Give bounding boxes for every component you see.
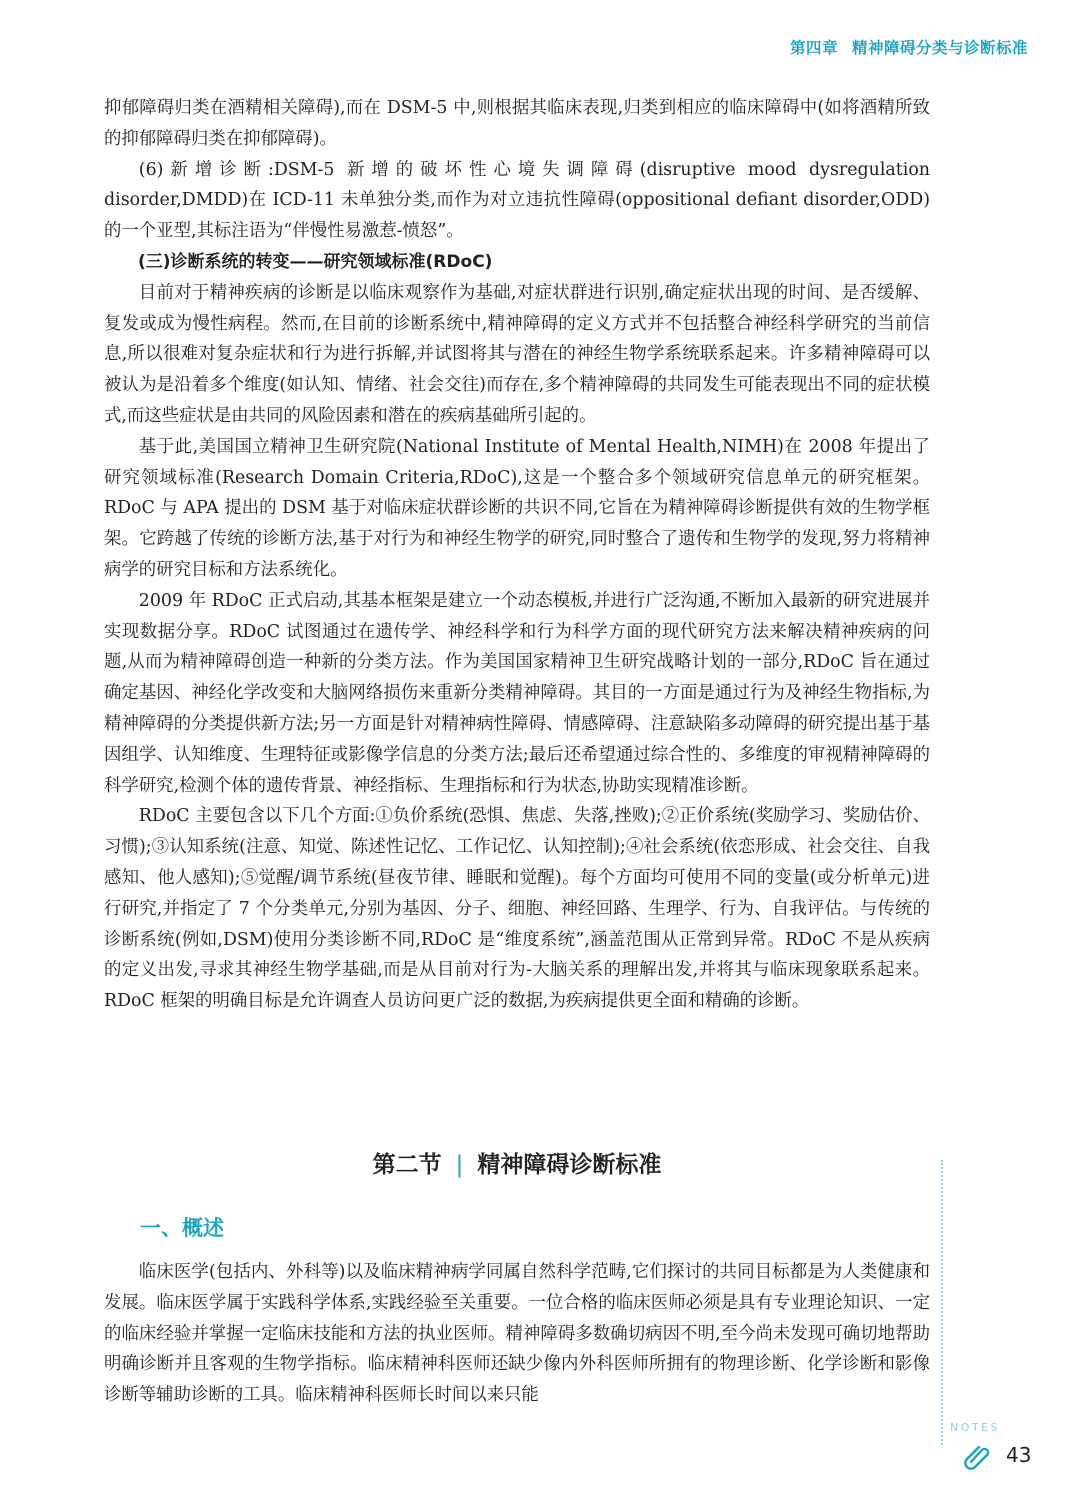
overview-heading: 一、概述 xyxy=(140,1216,224,1240)
paperclip-icon xyxy=(962,1440,992,1470)
running-head xyxy=(790,36,1028,58)
paragraph-rdoc-1: 目前对于精神疾病的诊断是以临床观察作为基础,对症状群进行识别,确定症状出现的时间、是否缓解、复发或成为慢性病程。然而,在目前的诊断系统中,精神障碍的定义方式并不包括整合神经科学研究的当前信息,所以很难对复杂症状和行为进行拆解,并试图将其与潜在的神经生物学系统联系起来。许多精神障碍可以被认为是沿着多个维度(如认知、情绪、社会交往)而存在,多个精神障碍的共同发生可能表现出不同的症状模式,而这些症状是由共同的风险因素和潜在的疾病基础所引起的。 xyxy=(104,282,930,426)
subheading-rdoc: (三)诊断系统的转变——研究领域标准(RDoC) xyxy=(138,251,493,272)
paragraph-continued: 抑郁障碍归类在酒精相关障碍),而在 DSM-5 中,则根据其临床表现,归类到相应的临床障碍中(如将酒精所致的抑郁障碍归类在抑郁障碍)。 xyxy=(104,98,930,149)
section-title xyxy=(104,1146,930,1179)
paragraph-rdoc-2: 基于此,美国国立精神卫生研究院(National Institute of Mental Health,NIMH)在 2008 年提出了研究领域标准(Research Domain Criteria,RDoC),这是一个整合多个领域研究信息单元的研究框架。RDoC 与 APA 提出的 DSM 基于对临床症状群诊断的共识不同,它旨在为精神障碍诊断提供有效的生物学框架。它跨越了传统的诊断方法,基于对行为和神经生物学的研究,同时整合了遗传和生物学的发现,努力将精神病学的研究目标和方法系统化。 xyxy=(104,436,930,580)
notes-margin-line xyxy=(941,1160,943,1445)
paragraph-rdoc-3: 2009 年 RDoC 正式启动,其基本框架是建立一个动态模板,并进行广泛沟通,不断加入最新的研究进展并实现数据分享。RDoC 试图通过在遗传学、神经科学和行为科学方面的现代研究方法来解决精神疾病的问题,从而为精神障碍创造一种新的分类方法。作为美国国家精神卫生研究战略计划的一部分,RDoC 旨在通过确定基因、神经化学改变和大脑网络损伤来重新分类精神障碍。其目的一方面是通过行为及神经生物指标,为精神障碍的分类提供新方法;另一方面是针对精神病性障碍、情感障碍、注意缺陷多动障碍的研究提出基于基因组学、认知维度、生理特征或影像学信息的分类方法;最后还希望通过综合性的、多维度的审视精神障碍的科学研究,检测个体的遗传背景、神经指标、生理指标和行为状态,协助实现精准诊断。 xyxy=(104,590,930,796)
chapter-title: 精神障碍分类与诊断标准 xyxy=(851,39,1028,57)
overview-text xyxy=(104,1257,930,1411)
paragraph-new-diagnosis: (6)新增诊断:DSM-5 新增的破坏性心境失调障碍(disruptive mood dysregulation disorder,DMDD)在 ICD-11 未单独分类,而作为对立违抗性障碍(oppositional defiant disorder,ODD)的一个亚型,其标注语为“伴慢性易激惹-愤怒”。 xyxy=(104,159,930,242)
page-number: 43 xyxy=(1006,1443,1032,1467)
section-name: 精神障碍诊断标准 xyxy=(477,1152,662,1178)
notes-label: NOTES xyxy=(950,1421,1001,1434)
paragraph-rdoc-4: RDoC 主要包含以下几个方面:①负价系统(恐惧、焦虑、失落,挫败);②正价系统(奖励学习、奖励估价、习惯);③认知系统(注意、知觉、陈述性记忆、工作记忆、认知控制);④社会系统(依恋形成、社会交往、自我感知、他人感知);⑤觉醒/调节系统(昼夜节律、睡眠和觉醒)。每个方面均可使用不同的变量(或分析单元)进行研究,并指定了 7 个分类单元,分别为基因、分子、细胞、神经回路、生理学、行为、自我评估。与传统的诊断系统(例如,DSM)使用分类诊断不同,RDoC 是“维度系统”,涵盖范围从正常到异常。RDoC 不是从疾病的定义出发,寻求其神经生物学基础,而是从目前对行为-大脑关系的理解出发,并将其与临床现象联系起来。RDoC 框架的明确目标是允许调查人员访问更广泛的数据,为疾病提供更全面和精确的诊断。 xyxy=(104,806,930,1012)
paragraph-overview-1: 临床医学(包括内、外科等)以及临床精神病学同属自然科学范畴,它们探讨的共同目标都是为人类健康和发展。临床医学属于实践科学体系,实践经验至关重要。一位合格的临床医师必须是具有专业理论知识、一定的临床经验并掌握一定临床技能和方法的执业医师。精神障碍多数确切病因不明,至今尚未发现可确切地帮助明确诊断并且客观的生物学指标。临床精神科医师还缺少像内外科医师所拥有的物理诊断、化学诊断和影像诊断等辅助诊断的工具。临床精神科医师长时间以来只能 xyxy=(104,1262,930,1406)
body-text xyxy=(104,93,930,1017)
chapter-number: 第四章 xyxy=(789,39,838,57)
section-number: 第二节 xyxy=(372,1152,442,1178)
section-divider: | xyxy=(455,1152,464,1178)
